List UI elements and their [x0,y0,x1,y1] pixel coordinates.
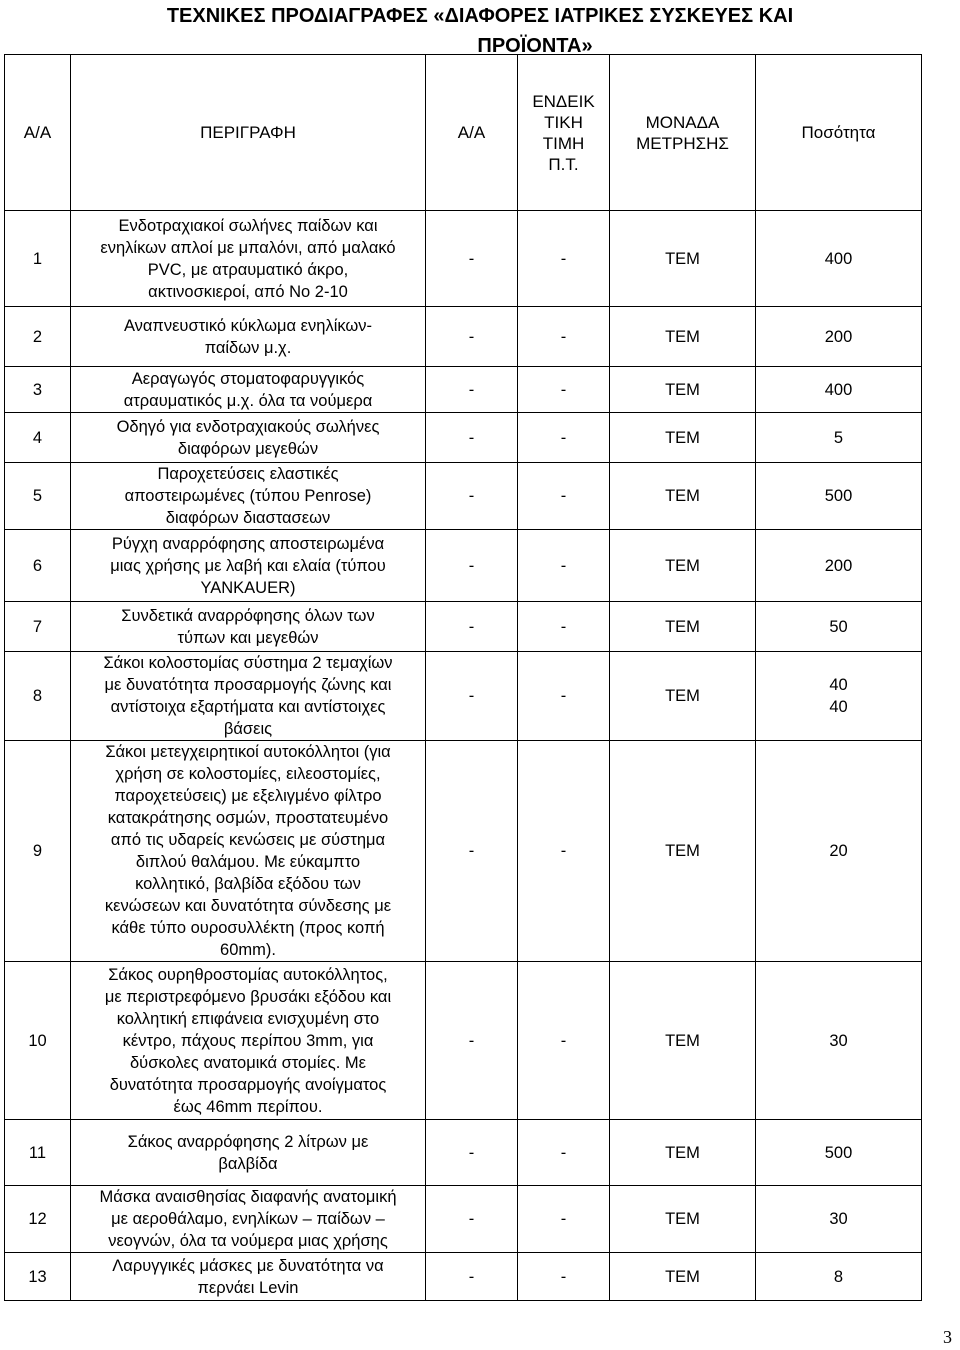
row-description: Μάσκα αναισθησίας διαφανής ανατομική με αεροθάλαμο, ενηλίκων – παίδων – νεογνών, όλα τα νούμερα μιας χρήσης [71,1186,426,1253]
row-aa2: - [426,1253,518,1301]
header-description: ΠΕΡΙΓΡΑΦΗ [71,55,426,211]
row-description: Λαρυγγικές μάσκες με δυνατότητα να περνάει Levin [71,1253,426,1301]
row-price: - [518,602,610,652]
row-aa2: - [426,1120,518,1186]
row-quantity: 500 [756,463,922,530]
row-price: - [518,1186,610,1253]
row-quantity: 20 [756,741,922,962]
row-description: Σάκοι μετεγχειρητικοί αυτοκόλλητοι (για χρήση σε κολοστομίες, ειλεοστομίες, παροχετεύσεις) με εξελιγμένο φίλτρο κατακράτησης οσμών, προστατευμένο από τις υδαρείς κενώσεις με σύστημα διπλού θαλάμου. Με εύκαμπτο κολλητικό, βαλβίδα εξόδου των κενώσεων και δυνατότητα σύνδεσης με κάθε τύπο ουροσυλλέκτη (προς κοπή 60mm). [71,741,426,962]
header-aa: Α/Α [5,55,71,211]
row-aa2: - [426,652,518,741]
row-description: Ρύγχη αναρρόφησης αποστειρωμένα μιας χρήσης με λαβή και ελαία (τύπου YANKAUER) [71,530,426,602]
row-quantity: 40 40 [756,652,922,741]
row-quantity: 200 [756,530,922,602]
row-description: Συνδετικά αναρρόφησης όλων των τύπων και μεγεθών [71,602,426,652]
row-aa2: - [426,367,518,413]
row-unit: ΤΕΜ [610,463,756,530]
table-row [5,652,922,741]
row-price: - [518,1253,610,1301]
row-quantity: 30 [756,1186,922,1253]
table-row [5,741,922,962]
row-quantity: 200 [756,307,922,367]
header-row [5,55,922,211]
table-row [5,530,922,602]
row-unit: ΤΕΜ [610,530,756,602]
table-row [5,211,922,307]
row-quantity: 400 [756,367,922,413]
row-aa2: - [426,413,518,463]
row-number: 8 [5,652,71,741]
row-number: 10 [5,962,71,1120]
row-aa2: - [426,211,518,307]
header-aa2: Α/Α [426,55,518,211]
row-number: 4 [5,413,71,463]
row-description: Οδηγό για ενδοτραχιακούς σωλήνες διαφόρων μεγεθών [71,413,426,463]
row-price: - [518,307,610,367]
row-number: 13 [5,1253,71,1301]
row-number: 1 [5,211,71,307]
specifications-table [4,54,922,1301]
row-unit: ΤΕΜ [610,1120,756,1186]
title-line-2: ΠΡΟΪΟΝΤΑ» [477,35,593,57]
row-price: - [518,367,610,413]
row-aa2: - [426,307,518,367]
table-row [5,962,922,1120]
row-description: Αεραγωγός στοματοφαρυγγικός ατραυματικός μ.χ. όλα τα νούμερα [71,367,426,413]
row-price: - [518,211,610,307]
row-price: - [518,962,610,1120]
row-price: - [518,652,610,741]
row-unit: ΤΕΜ [610,602,756,652]
row-unit: ΤΕΜ [610,367,756,413]
table-row [5,413,922,463]
row-unit: ΤΕΜ [610,741,756,962]
row-number: 2 [5,307,71,367]
row-price: - [518,741,610,962]
row-price: - [518,413,610,463]
row-unit: ΤΕΜ [610,211,756,307]
header-price: ΕΝΔΕΙΚ ΤΙΚΗ ΤΙΜΗ Π.Τ. [518,55,610,211]
page-number: 3 [943,1327,952,1347]
row-unit: ΤΕΜ [610,652,756,741]
row-price: - [518,1120,610,1186]
title-line-1: ΤΕΧΝΙΚΕΣ ΠΡΟΔΙΑΓΡΑΦΕΣ «ΔΙΑΦΟΡΕΣ ΙΑΤΡΙΚΕΣ ΣΥΣΚΕΥΕΣ ΚΑΙ [166,5,794,27]
row-aa2: - [426,962,518,1120]
header-unit: ΜΟΝΑΔΑ ΜΕΤΡΗΣΗΣ [610,55,756,211]
row-number: 6 [5,530,71,602]
row-aa2: - [426,1186,518,1253]
row-description: Παροχετεύσεις ελαστικές αποστειρωμένες (τύπου Penrose) διαφόρων διαστασεων [71,463,426,530]
table-row [5,367,922,413]
table-row [5,1186,922,1253]
row-unit: ΤΕΜ [610,962,756,1120]
row-number: 7 [5,602,71,652]
row-number: 9 [5,741,71,962]
row-number: 3 [5,367,71,413]
row-description: Αναπνευστικό κύκλωμα ενηλίκων- παίδων μ.χ. [71,307,426,367]
row-quantity: 50 [756,602,922,652]
row-aa2: - [426,530,518,602]
row-quantity: 30 [756,962,922,1120]
row-description: Ενδοτραχιακοί σωλήνες παίδων και ενηλίκων απλοί με μπαλόνι, από μαλακό PVC, με ατραυματικό άκρο, ακτινοσκιεροί, από Νο 2-10 [71,211,426,307]
row-unit: ΤΕΜ [610,1253,756,1301]
row-price: - [518,530,610,602]
document-title [0,0,960,61]
table-row [5,1253,922,1301]
table-row [5,602,922,652]
row-unit: ΤΕΜ [610,307,756,367]
row-quantity: 500 [756,1120,922,1186]
row-number: 5 [5,463,71,530]
row-description: Σάκος ουρηθροστομίας αυτοκόλλητος, με περιστρεφόμενο βρυσάκι εξόδου και κολλητική επιφάνεια ενισχυμένη στο κέντρο, πάχους περίπου 3mm, για δύσκολες ανατομικά στομίες. Με δυνατότητα προσαρμογής ανοίγματος έως 46mm περίπου. [71,962,426,1120]
table-row [5,307,922,367]
row-unit: ΤΕΜ [610,1186,756,1253]
table-row [5,1120,922,1186]
row-number: 11 [5,1120,71,1186]
header-quantity: Ποσότητα [756,55,922,211]
row-price: - [518,463,610,530]
row-description: Σάκοι κολοστομίας σύστημα 2 τεμαχίων με δυνατότητα προσαρμογής ζώνης και αντίστοιχα εξαρτήματα και αντίστοιχες βάσεις [71,652,426,741]
row-quantity: 8 [756,1253,922,1301]
row-number: 12 [5,1186,71,1253]
row-aa2: - [426,602,518,652]
row-aa2: - [426,463,518,530]
row-quantity: 5 [756,413,922,463]
row-aa2: - [426,741,518,962]
row-quantity: 400 [756,211,922,307]
table-row [5,463,922,530]
row-description: Σάκος αναρρόφησης 2 λίτρων με βαλβίδα [71,1120,426,1186]
row-unit: ΤΕΜ [610,413,756,463]
